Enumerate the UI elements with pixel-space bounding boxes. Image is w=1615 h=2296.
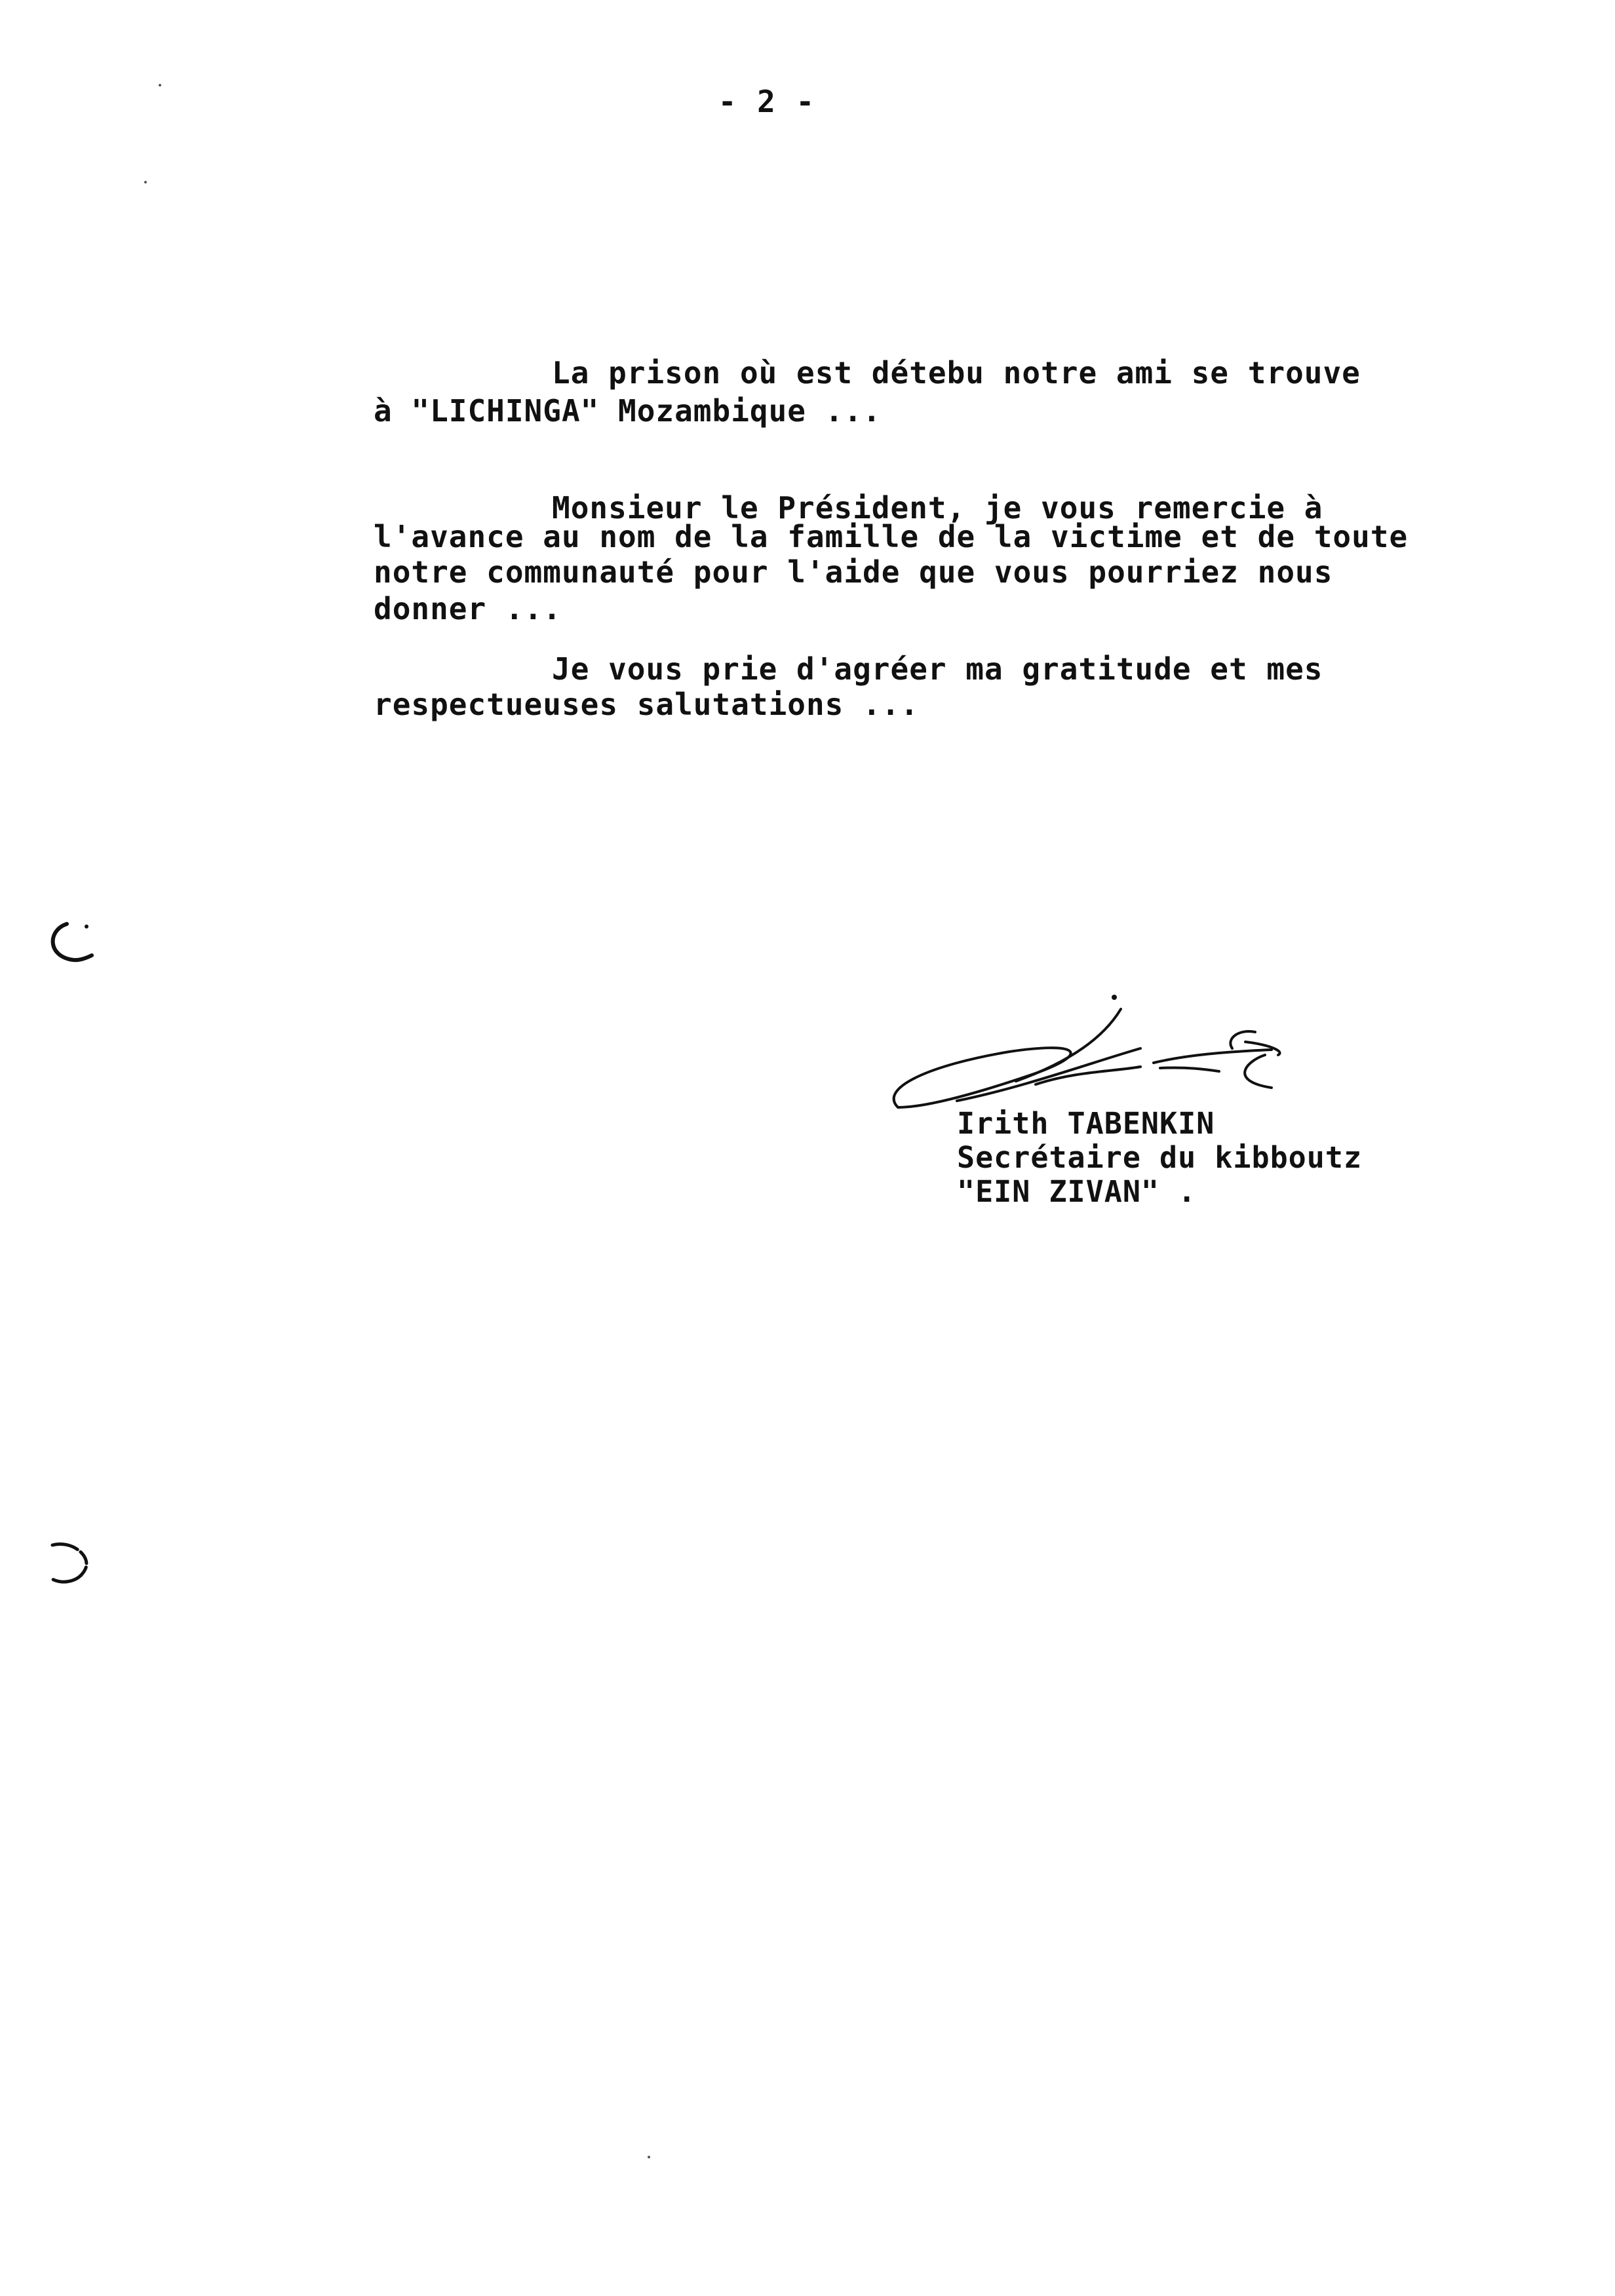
signatory-name: Irith TABENKIN (957, 1106, 1215, 1141)
paper-speck (144, 181, 147, 183)
paragraph-2-line-2: l'avance au nom de la famille de la victime et de toute (374, 519, 1409, 554)
paragraph-1-line-1: La prison où est détebu notre ami se trouve (552, 355, 1361, 391)
paragraph-2-line-3: notre communauté pour l'aide que vous pourriez nous (374, 554, 1333, 590)
paper-speck (159, 84, 161, 86)
paragraph-1-line-2: à "LICHINGA" Mozambique ... (374, 393, 882, 429)
paragraph-3-line-1: Je vous prie d'agréer ma gratitude et mes (552, 651, 1323, 687)
paper-speck (648, 2156, 650, 2158)
paragraph-2-line-4: donner ... (374, 591, 562, 626)
signatory-title: Secrétaire du kibboutz (957, 1140, 1363, 1175)
punch-hole-mark-bottom (39, 1533, 105, 1592)
kibbutz-name: "EIN ZIVAN" . (957, 1174, 1197, 1209)
paragraph-3-line-2: respectueuses salutations ... (374, 687, 920, 722)
page-number: - 2 - (718, 84, 816, 119)
paragraph-2-line-1: Monsieur le Président, je vous remercie à (552, 490, 1323, 526)
punch-hole-mark-top (41, 917, 100, 970)
